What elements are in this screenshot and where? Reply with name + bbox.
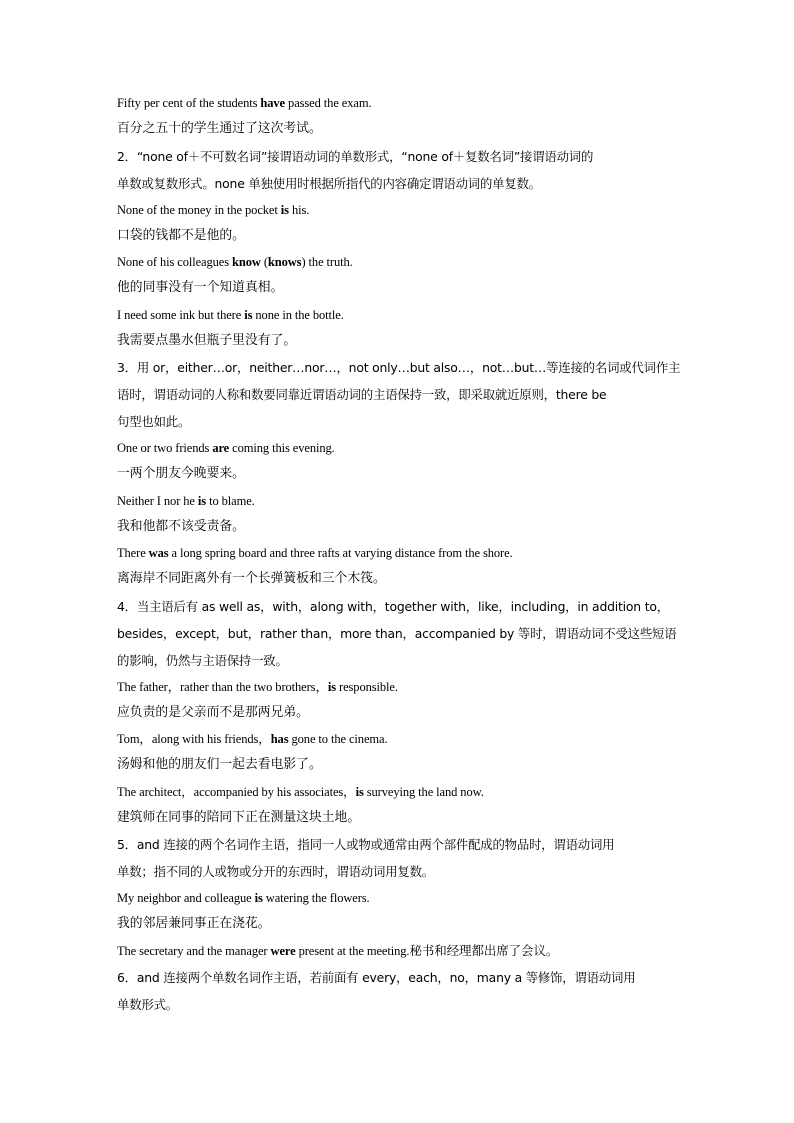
text-segment: Fifty per cent of the students <box>117 96 261 110</box>
text-segment: gone to the cinema. <box>288 732 388 746</box>
text-segment: responsible. <box>336 679 398 694</box>
text-segment: his. <box>288 202 310 217</box>
grammar-rule-line <box>117 964 679 991</box>
grammar-rule-line <box>117 593 679 620</box>
english-example-line <box>117 197 679 223</box>
chinese-translation-line <box>117 514 679 541</box>
chinese-translation-line <box>117 328 679 355</box>
text-segment: 6．and 连接两个单数名词作主语，若前面有 every，each，no，many a 等修饰，谓语动词用 <box>117 969 636 985</box>
verb-highlight: is <box>355 784 364 799</box>
chinese-translation-line <box>117 911 679 938</box>
text-segment: 秘书和经理都出席了会议。 <box>409 943 559 958</box>
english-example-line <box>117 726 679 752</box>
text-segment: ( <box>260 255 268 269</box>
text-segment: 我和他都不该受责备。 <box>117 518 245 534</box>
text-segment: to blame. <box>206 493 255 508</box>
chinese-translation-line <box>117 700 679 727</box>
text-segment: The secretary and the manager <box>117 943 271 958</box>
verb-highlight: is <box>254 891 263 905</box>
chinese-translation-line <box>117 566 679 593</box>
text-segment: coming this evening. <box>229 441 335 455</box>
text-segment: 建筑师在同事的陪同下正在测量这块土地。 <box>117 809 361 825</box>
verb-highlight: is <box>197 493 207 508</box>
text-segment: 口袋的钱都不是他的。 <box>117 227 245 243</box>
english-example-line <box>117 435 679 461</box>
english-example-line <box>117 90 679 116</box>
english-example-line <box>117 540 679 566</box>
text-segment: 单数形式。 <box>117 996 178 1012</box>
text-segment: 离海岸不同距离外有一个长弹簧板和三个木筏。 <box>117 571 386 586</box>
verb-highlight: was <box>148 546 169 560</box>
text-segment: 单数；指不同的人或物或分开的东西时，谓语动词用复数。 <box>117 864 434 879</box>
verb-highlight: is <box>327 679 336 694</box>
text-segment: The architect，accompanied by his associates， <box>117 784 356 799</box>
grammar-rule-line <box>117 143 679 170</box>
text-segment: None of the money in the pocket <box>117 202 281 217</box>
text-segment: besides，except，but，rather than，more than，accompanied by 等时，谓语动词不受这些短语 <box>117 625 677 641</box>
grammar-rule-line <box>117 647 679 674</box>
grammar-rule-line <box>117 354 679 381</box>
grammar-rule-line <box>117 170 679 197</box>
english-example-line <box>117 885 679 911</box>
english-example-line <box>117 674 679 700</box>
text-segment: surveying the land now. <box>363 784 484 799</box>
text-segment: none in the bottle. <box>252 307 344 322</box>
text-segment: 我的邻居兼同事正在浇花。 <box>117 916 271 931</box>
text-segment: 一两个朋友今晚要来。 <box>117 466 245 481</box>
text-segment: 3．用 or，either…or，neither…nor…，not only…but also…，not…but…等连接的名词或代词作主 <box>117 360 681 375</box>
text-segment: My neighbor and colleague <box>117 891 255 905</box>
text-segment: 单数或复数形式。none 单独使用时根据所指代的内容确定谓语动词的单复数。 <box>117 175 541 191</box>
text-segment: There <box>117 546 149 560</box>
text-segment: Tom，along with his friends， <box>117 732 271 746</box>
grammar-rule-line <box>117 620 679 647</box>
text-segment: 句型也如此。 <box>117 414 191 429</box>
text-segment: The father，rather than the two brothers， <box>117 679 328 694</box>
english-example-line <box>117 302 679 328</box>
grammar-rule-line <box>117 381 679 408</box>
english-example-line <box>117 249 679 275</box>
text-segment: passed the exam. <box>285 96 372 110</box>
text-segment: ) the truth. <box>301 255 353 269</box>
text-segment: 2．“none of＋不可数名词”接谓语动词的单数形式，“none of＋复数名词”接谓语动词的 <box>117 148 594 164</box>
document-body <box>117 90 679 1018</box>
grammar-rule-line <box>117 858 679 885</box>
verb-highlight: were <box>270 943 296 958</box>
english-example-line <box>117 779 679 805</box>
verb-highlight: know <box>232 255 261 269</box>
english-example-line <box>117 488 679 514</box>
verb-highlight: are <box>212 441 230 455</box>
text-segment: watering the flowers. <box>262 891 370 905</box>
verb-highlight: has <box>270 732 289 746</box>
text-segment: None of his colleagues <box>117 255 233 269</box>
text-segment: 汤姆和他的朋友们一起去看电影了。 <box>117 757 322 772</box>
text-segment: 应负责的是父亲而不是那两兄弟。 <box>117 704 309 720</box>
text-segment: 4．当主语后有 as well as，with，along with，together with，like，including，in addition to， <box>117 598 669 614</box>
text-segment: a long spring board and three rafts at varying distance from the shore. <box>168 546 513 560</box>
chinese-translation-line <box>117 116 679 143</box>
text-segment: I need some ink but there <box>117 307 245 322</box>
verb-highlight: is <box>244 307 253 322</box>
grammar-rule-line <box>117 408 679 435</box>
verb-highlight: have <box>260 96 286 110</box>
text-segment: 我需要点墨水但瓶子里没有了。 <box>117 332 297 348</box>
text-segment: 的影响，仍然与主语保持一致。 <box>117 652 288 668</box>
verb-highlight: is <box>280 202 289 217</box>
grammar-rule-line <box>117 831 679 858</box>
chinese-translation-line <box>117 461 679 488</box>
verb-highlight: knows <box>267 255 302 269</box>
text-segment: One or two friends <box>117 441 213 455</box>
chinese-translation-line <box>117 752 679 779</box>
text-segment: 他的同事没有一个知道真相。 <box>117 280 284 295</box>
chinese-translation-line <box>117 805 679 832</box>
grammar-rule-line <box>117 991 679 1018</box>
text-segment: 百分之五十的学生通过了这次考试。 <box>117 121 322 136</box>
text-segment: 语时，谓语动词的人称和数要同靠近谓语动词的主语保持一致，即采取就近原则，there be <box>117 387 607 402</box>
text-segment: 5．and 连接的两个名词作主语，指同一人或物或通常由两个部件配成的物品时，谓语动词用 <box>117 837 615 852</box>
text-segment: present at the meeting. <box>295 943 410 958</box>
chinese-translation-line <box>117 223 679 250</box>
text-segment: Neither I nor he <box>117 493 198 508</box>
english-example-line <box>117 938 679 964</box>
chinese-translation-line <box>117 275 679 302</box>
